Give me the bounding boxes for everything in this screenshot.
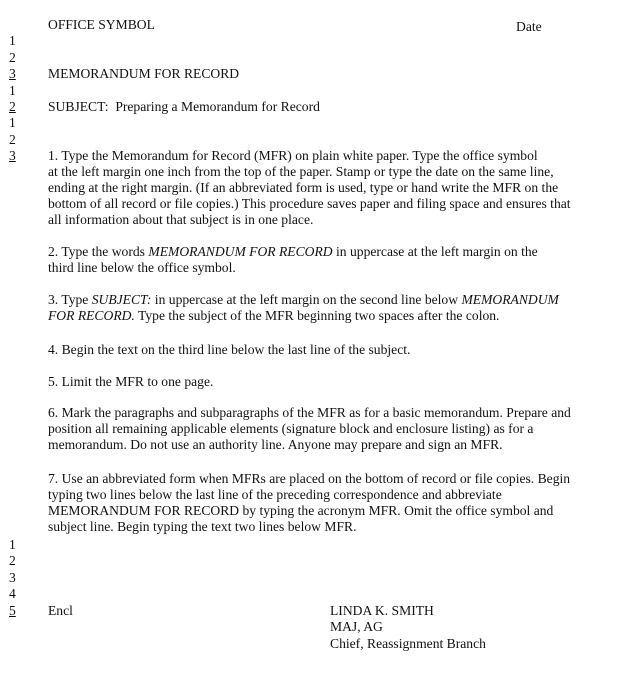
line-number: 3 bbox=[9, 570, 16, 585]
emphasis-term: SUBJECT: bbox=[91, 292, 152, 307]
line-number: 1 bbox=[9, 537, 16, 552]
paragraph-line: position all remaining applicable elements (signature block and enclosure listing) as for a bbox=[48, 421, 534, 436]
paragraph-5 bbox=[48, 374, 608, 390]
paragraph-line: MEMORANDUM FOR RECORD by typing the acronym MFR. Omit the office symbol and bbox=[48, 503, 554, 518]
line-number: 2 bbox=[9, 132, 16, 147]
paragraph-line: 7. Use an abbreviated form when MFRs are placed on the bottom of record or file copies. Begin bbox=[48, 471, 571, 486]
emphasis-term: MEMORANDUM bbox=[461, 292, 559, 307]
paragraph-3 bbox=[48, 292, 608, 324]
paragraph-line: 2. Type the words MEMORANDUM FOR RECORD in uppercase at the left margin on the bbox=[48, 244, 538, 259]
paragraph-line: FOR RECORD. Type the subject of the MFR beginning two spaces after the colon. bbox=[48, 308, 500, 323]
paragraph-line: 3. Type SUBJECT: in uppercase at the left margin on the second line below MEMORANDUM bbox=[48, 292, 559, 307]
subject-line bbox=[48, 99, 320, 115]
paragraph-line: typing two lines below the last line of the preceding correspondence and abbreviate bbox=[48, 487, 502, 502]
line-number: 1 bbox=[9, 115, 16, 130]
paragraph-line: all information about that subject is in one place. bbox=[48, 212, 314, 227]
paragraph-line: bottom of all record or file copies.) This procedure saves paper and filing space and ensures that bbox=[48, 196, 571, 211]
paragraph-line: subject line. Begin typing the text two lines below MFR. bbox=[48, 519, 357, 534]
line-number: 3 bbox=[9, 66, 16, 81]
signature-rank: MAJ, AG bbox=[330, 619, 383, 634]
line-number: 4 bbox=[9, 586, 16, 601]
paragraph-line: 4. Begin the text on the third line below the last line of the subject. bbox=[48, 342, 411, 357]
emphasis-term: MEMORANDUM FOR RECORD bbox=[148, 244, 333, 259]
paragraph-line: 6. Mark the paragraphs and subparagraphs of the MFR as for a basic memorandum. Prepare and bbox=[48, 405, 571, 420]
line-number: 2 bbox=[9, 99, 16, 114]
signature-title: Chief, Reassignment Branch bbox=[330, 636, 486, 651]
subject-text: Preparing a Memorandum for Record bbox=[115, 99, 320, 114]
line-number: 1 bbox=[9, 83, 16, 98]
paragraph-line: memorandum. Do not use an authority line. Anyone may prepare and sign an MFR. bbox=[48, 437, 503, 452]
paragraph-4 bbox=[48, 342, 608, 358]
paragraph-6 bbox=[48, 405, 608, 453]
emphasis-term: FOR RECORD. bbox=[48, 308, 135, 323]
date: Date bbox=[516, 19, 542, 34]
subject-label: SUBJECT: bbox=[48, 99, 109, 114]
paragraph-line: third line below the office symbol. bbox=[48, 260, 236, 275]
memo-heading: MEMORANDUM FOR RECORD bbox=[48, 66, 240, 81]
line-number: 5 bbox=[9, 603, 16, 618]
line-number: 2 bbox=[9, 553, 16, 568]
office-symbol: OFFICE SYMBOL bbox=[48, 17, 155, 32]
signature-name: LINDA K. SMITH bbox=[330, 603, 434, 618]
line-number: 2 bbox=[9, 50, 16, 65]
enclosure-listing: Encl bbox=[48, 603, 73, 618]
paragraph-2 bbox=[48, 244, 608, 276]
paragraph-line: 1. Type the Memorandum for Record (MFR) on plain white paper. Type the office symbol bbox=[48, 148, 538, 163]
line-number: 3 bbox=[9, 148, 16, 163]
paragraph-line: 5. Limit the MFR to one page. bbox=[48, 374, 214, 389]
paragraph-7 bbox=[48, 471, 608, 535]
paragraph-1 bbox=[48, 148, 608, 228]
paragraph-line: at the left margin one inch from the top of the paper. Stamp or type the date on the same line, bbox=[48, 164, 554, 179]
line-number: 1 bbox=[9, 33, 16, 48]
paragraph-line: ending at the right margin. (If an abbreviated form is used, type or hand write the MFR on the bbox=[48, 180, 559, 195]
